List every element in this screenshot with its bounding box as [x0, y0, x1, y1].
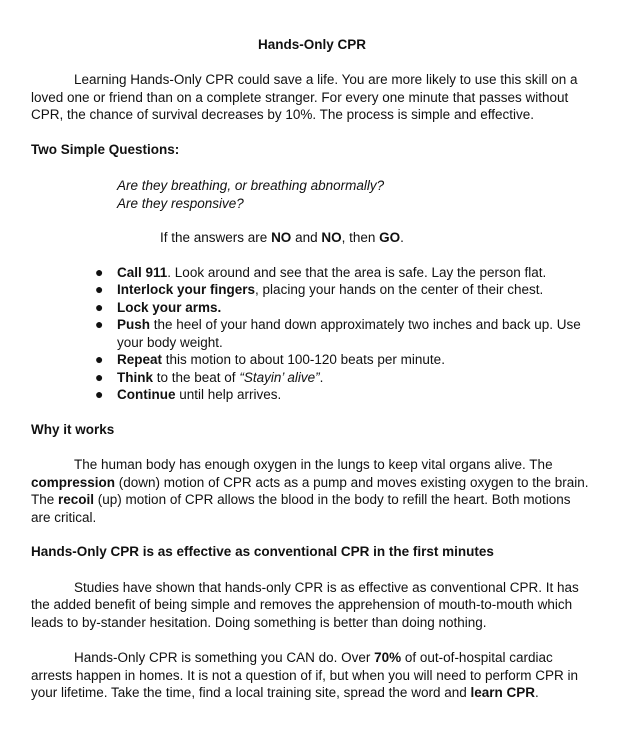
answer-no-1: NO	[271, 230, 292, 245]
bullet-icon: ●	[95, 281, 104, 297]
effective-heading: Hands-Only CPR is as effective as conventional CPR in the first minutes	[31, 544, 494, 559]
why-heading: Why it works	[31, 421, 115, 437]
questions-block	[117, 177, 593, 212]
bullet-icon: ●	[95, 386, 104, 402]
bullet-icon: ●	[95, 368, 104, 385]
answer-no-2: NO	[321, 230, 342, 245]
question-responsive: Are they responsive?	[117, 195, 244, 211]
intro-paragraph: Learning Hands-Only CPR could save a life. You are more likely to use this skill on a loved one or friend than on a complete stranger. For every one minute that passes without CPR, the chance of survival decreases by 10%. The process is simple and effective.	[31, 72, 578, 122]
answer-line: If the answers are NO and NO, then GO.	[160, 230, 404, 245]
step-repeat: ● Repeat this motion to about 100-120 beats per minute.	[95, 351, 445, 367]
step-think: ● Think to the beat of “Stayin’ alive”.	[95, 368, 324, 385]
step-lock-arms: ● Lock your arms.	[95, 298, 222, 315]
question-breathing: Are they breathing, or breathing abnormally?	[117, 178, 385, 193]
bullet-icon: ●	[95, 316, 104, 332]
questions-heading: Two Simple Questions:	[31, 141, 180, 157]
step-continue: ● Continue until help arrives.	[95, 386, 282, 402]
bullet-icon: ●	[95, 263, 104, 280]
studies-paragraph: Studies have shown that hands-only CPR is as effective as conventional CPR. It has the added benefit of being simple and removes the apprehension of mouth-to-mouth which leads to by-stander hesitation. Doing something is better than doing nothing.	[31, 579, 579, 630]
step-push: ● Push the heel of your hand down approximately two inches and back up. Use your body weight.	[95, 316, 581, 350]
answer-go: GO	[379, 230, 401, 245]
why-paragraph: The human body has enough oxygen in the lungs to keep vital organs alive. The compression (down) motion of CPR acts as a pump and moves existing oxygen to the brain. The recoil (up) motion of CPR allows the blood in the body to refill the heart. Both motions are critical.	[31, 457, 589, 525]
document-title: Hands-Only CPR	[257, 37, 366, 52]
cpr-steps-list	[31, 264, 593, 404]
final-paragraph: Hands-Only CPR is something you CAN do. Over 70% of out-of-hospital cardiac arrests happen in homes. It is not a question of if, but when you will need to perform CPR in your lifetime. Take the time, find a local training site, spread the word and learn CPR.	[31, 650, 579, 700]
bullet-icon: ●	[95, 351, 104, 367]
step-call-911: ● Call 911. Look around and see that the area is safe. Lay the person flat.	[95, 263, 547, 280]
step-interlock-fingers: ● Interlock your fingers, placing your hands on the center of their chest.	[95, 281, 544, 297]
bullet-icon: ●	[95, 298, 104, 315]
